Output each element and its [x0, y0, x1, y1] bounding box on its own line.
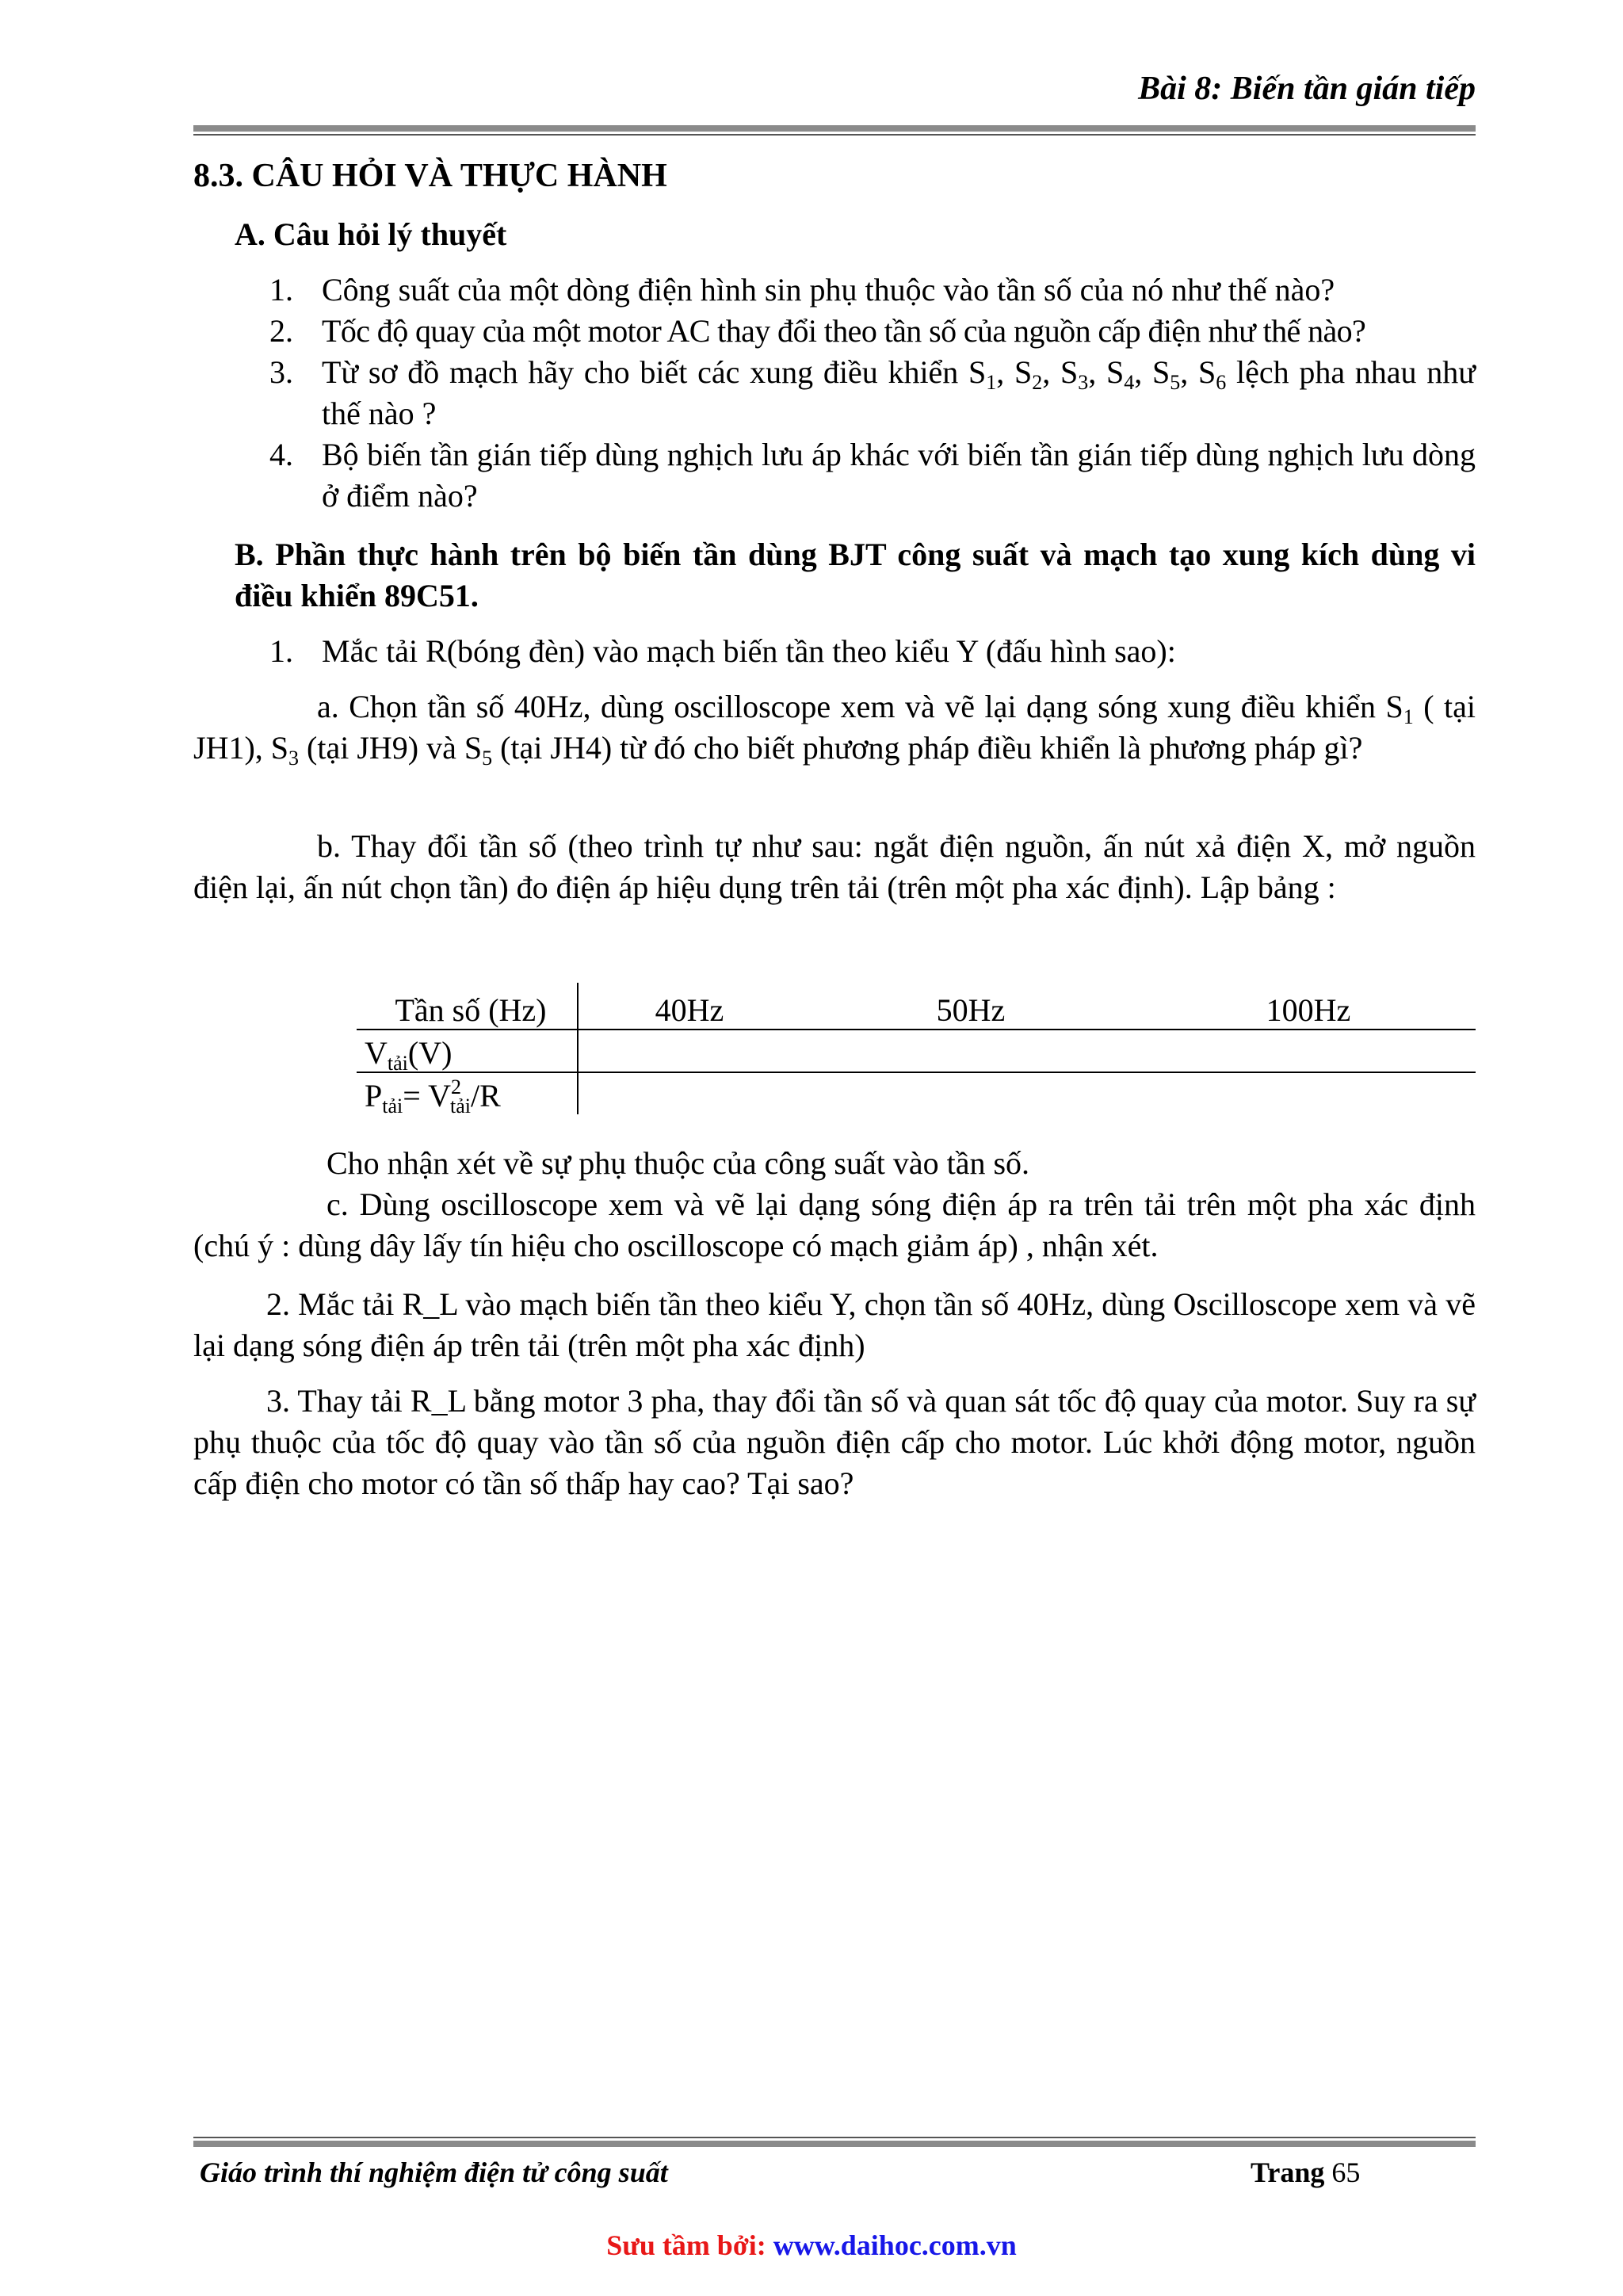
paragraph-b: b. Thay đổi tần số (theo trình tự như sau: ngắt điện nguồn, ấn nút xả điện X, mở nguồn điện lại, ấn nút chọn tần) đo điện áp hiệu dụng trên tải (trên một pha xác định). Lập bảng :	[193, 828, 1476, 905]
subscript: tải	[387, 1052, 408, 1075]
paragraph-c: c. Dùng oscilloscope xem và vẽ lại dạng sóng điện áp ra trên tải trên một pha xác định (chú ý : dùng dây lấy tín hiệu cho oscilloscope có mạch giảm áp) , nhận xét.	[193, 1186, 1476, 1263]
list-item	[269, 631, 1476, 672]
item-number: 4.	[269, 437, 293, 472]
item-text: Tốc độ quay của một motor AC thay đổi theo tần số của nguồn cấp điện như thế nào?	[322, 313, 1366, 349]
para-text: (tại JH4) từ đó cho biết phương pháp điều khiển là phương pháp gì?	[492, 730, 1363, 766]
item-text: Mắc tải R(bóng đèn) vào mạch biến tần theo kiểu Y (đấu hình sao):	[322, 633, 1176, 669]
section-title: 8.3. CÂU HỎI VÀ THỰC HÀNH	[193, 158, 667, 194]
part-b-item1	[269, 631, 1476, 672]
para-text: ( tại JH1), S	[193, 689, 1476, 766]
subscript: tải	[449, 1095, 471, 1117]
table-row	[357, 1030, 1476, 1072]
table-cell	[1141, 1072, 1476, 1114]
label-part: /R	[470, 1078, 501, 1114]
subscript: 1	[986, 371, 997, 394]
item-number: 2.	[269, 313, 293, 349]
credit-label: Sưu tầm bởi:	[606, 2229, 766, 2261]
part-a-list	[269, 269, 1476, 517]
table-header-cell: 50Hz	[800, 983, 1141, 1030]
list-item	[269, 434, 1476, 517]
table-cell	[578, 1072, 800, 1114]
paragraph-item3: 3. Thay tải R_L bằng motor 3 pha, thay đổi tần số và quan sát tốc độ quay của motor. Suy ra sự phụ thuộc của tốc độ quay vào tần số của nguồn điện cấp cho motor. Lúc khởi động motor, nguồn cấp điện cho motor có tần số thấp hay cao? Tại sao?	[193, 1383, 1476, 1501]
paragraph-item2: 2. Mắc tải R_L vào mạch biến tần theo kiểu Y, chọn tần số 40Hz, dùng Oscilloscope xem và vẽ lại dạng sóng điện áp trên tải (trên một pha xác định)	[193, 1286, 1476, 1363]
part-b-title: B. Phần thực hành trên bộ biến tần dùng BJT công suất và mạch tạo xung kích dùng vi điều khiển 89C51.	[235, 537, 1476, 613]
table-cell	[1141, 1030, 1476, 1072]
label-part: (V)	[407, 1035, 453, 1071]
para-text: (tại JH9) và S	[299, 730, 483, 766]
table-header-label: Tần số (Hz)	[357, 983, 578, 1030]
note-text: Cho nhận xét về sự phụ thuộc của công suất vào tần số.	[327, 1145, 1030, 1181]
part-a-title: A. Câu hỏi lý thuyết	[235, 216, 507, 252]
para-text: a. Chọn tần số 40Hz, dùng oscilloscope xem và vẽ lại dạng sóng xung điều khiển S	[317, 689, 1403, 724]
page-number: 65	[1331, 2157, 1361, 2188]
item-number: 1.	[269, 633, 293, 669]
item-number: 1.	[269, 272, 293, 308]
credit-line	[0, 2229, 1623, 2262]
item-text: Bộ biến tần gián tiếp dùng nghịch lưu áp khác với biến tần gián tiếp dùng nghịch lưu dòng ở điểm nào?	[322, 437, 1476, 514]
footer-page	[1251, 2156, 1360, 2189]
page-label: Trang	[1251, 2157, 1325, 2188]
label-part: = V	[403, 1078, 451, 1114]
table-header-cell: 100Hz	[1141, 983, 1476, 1030]
header-rule	[193, 125, 1476, 136]
credit-url[interactable]: www.daihoc.com.vn	[773, 2229, 1017, 2261]
subscript: 3	[288, 747, 300, 770]
item-text: Công suất của một dòng điện hình sin phụ thuộc vào tần số của nó như thế nào?	[322, 272, 1335, 308]
row-label-p	[357, 1072, 578, 1117]
table-row	[357, 1072, 1476, 1114]
label-part: P	[365, 1078, 383, 1114]
subscript: 6	[1216, 371, 1227, 394]
table-cell	[578, 1030, 800, 1072]
label-part: V	[365, 1035, 388, 1071]
footer-rule	[193, 2137, 1476, 2147]
subscript: 5	[1170, 371, 1181, 394]
subscript: 4	[1124, 371, 1135, 394]
item-text-tail: lệch pha nhau như thế nào ?	[322, 354, 1476, 431]
superscript: 2	[450, 1075, 461, 1098]
item-number: 3.	[269, 354, 293, 390]
subscript: 1	[1403, 705, 1414, 728]
header-title: Bài 8: Biến tần gián tiếp	[1138, 71, 1476, 107]
paragraph-a	[193, 686, 1476, 769]
subscript: 5	[482, 747, 493, 770]
footer-title: Giáo trình thí nghiệm điện tử công suất	[200, 2157, 668, 2188]
table-cell	[800, 1072, 1141, 1114]
subscript: 2	[1032, 371, 1043, 394]
subscript: tải	[382, 1095, 403, 1117]
table-row	[357, 983, 1476, 1030]
subscript: 3	[1078, 371, 1089, 394]
list-item: 3. Từ sơ đồ mạch hãy cho biết các xung điều khiển $S_1$, $S_2$, $S_3$, $S_4$, $S_5$, $S_6$ lệch pha nhau như thế nào ?	[269, 352, 1476, 434]
list-item	[269, 269, 1476, 311]
item-text: Từ sơ đồ mạch hãy cho biết các xung điều khiển S	[322, 354, 987, 390]
frequency-table	[357, 983, 1476, 1117]
row-label-v	[357, 1030, 578, 1075]
table-header-cell: 40Hz	[578, 983, 800, 1030]
list-item	[269, 311, 1476, 352]
table-cell	[800, 1030, 1141, 1072]
